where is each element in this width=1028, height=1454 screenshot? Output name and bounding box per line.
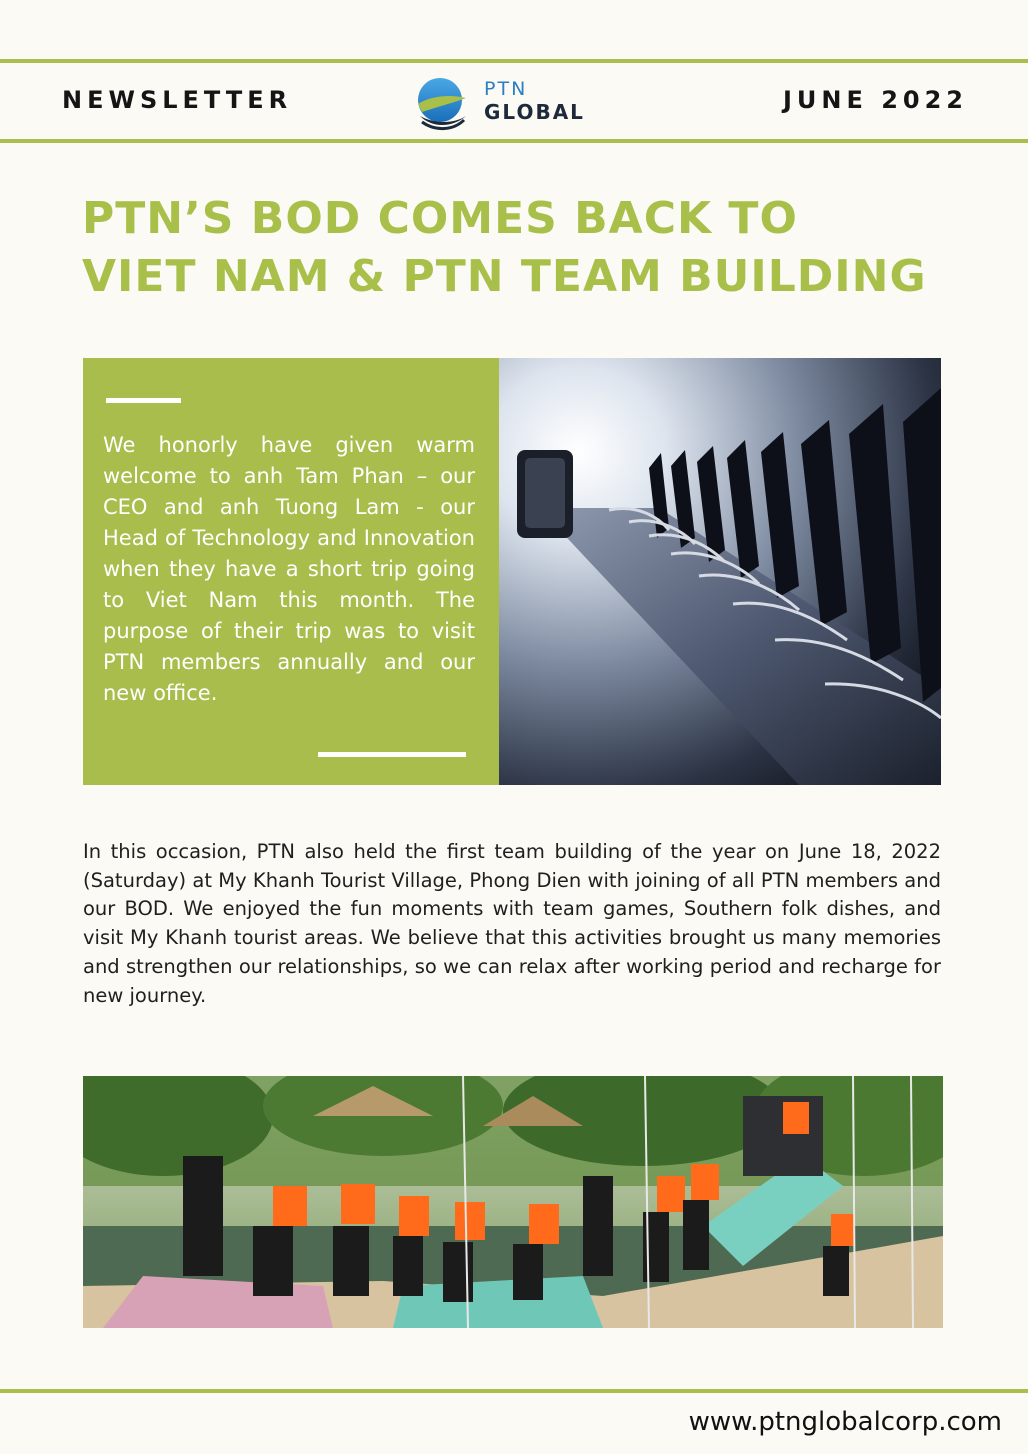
team-building-photo [83,1076,943,1328]
website-link[interactable]: www.ptnglobalcorp.com [688,1407,1002,1437]
article-body: In this occasion, PTN also held the first team building of the year on June 18, 2022 (Saturday) at My Khanh Tourist Village, Phong Dien with joining of all PTN members and our BOD. We enjoyed the fun moments with team games, Southern folk dishes, and visit My Khanh tourist areas. We believe that this activities brought us many memories and strengthen our relationships, so we can relax after working period and recharge for new journey. [83,840,941,1007]
footer-rule [0,1389,1028,1393]
issue-date: JUNE 2022 [782,86,968,114]
intro-text: We honorly have given warm welcome to anh Tam Phan – our CEO and anh Tuong Lam - our Head of Technology and Innovation when they have a short trip going to Viet Nam this month. The purpose of their trip was to visit PTN members annually and our new office. [103,433,475,705]
decorative-bar-bottom [318,752,466,757]
decorative-bar-top [106,398,181,403]
logo-text-global: GLOBAL [484,100,585,124]
header-bottom-rule [0,139,1028,143]
newsletter-label: NEWSLETTER [62,86,293,114]
title-line-2: VIET NAM & PTN TEAM BUILDING [82,251,927,302]
globe-icon [416,76,472,134]
ptn-global-logo [416,76,596,134]
intro-panel [83,358,499,785]
article-title [82,190,982,306]
logo-text-ptn: PTN [484,78,528,100]
meeting-room-photo [499,358,941,785]
header-top-rule [0,59,1028,63]
title-line-1: PTN’S BOD COMES BACK TO [82,193,798,244]
